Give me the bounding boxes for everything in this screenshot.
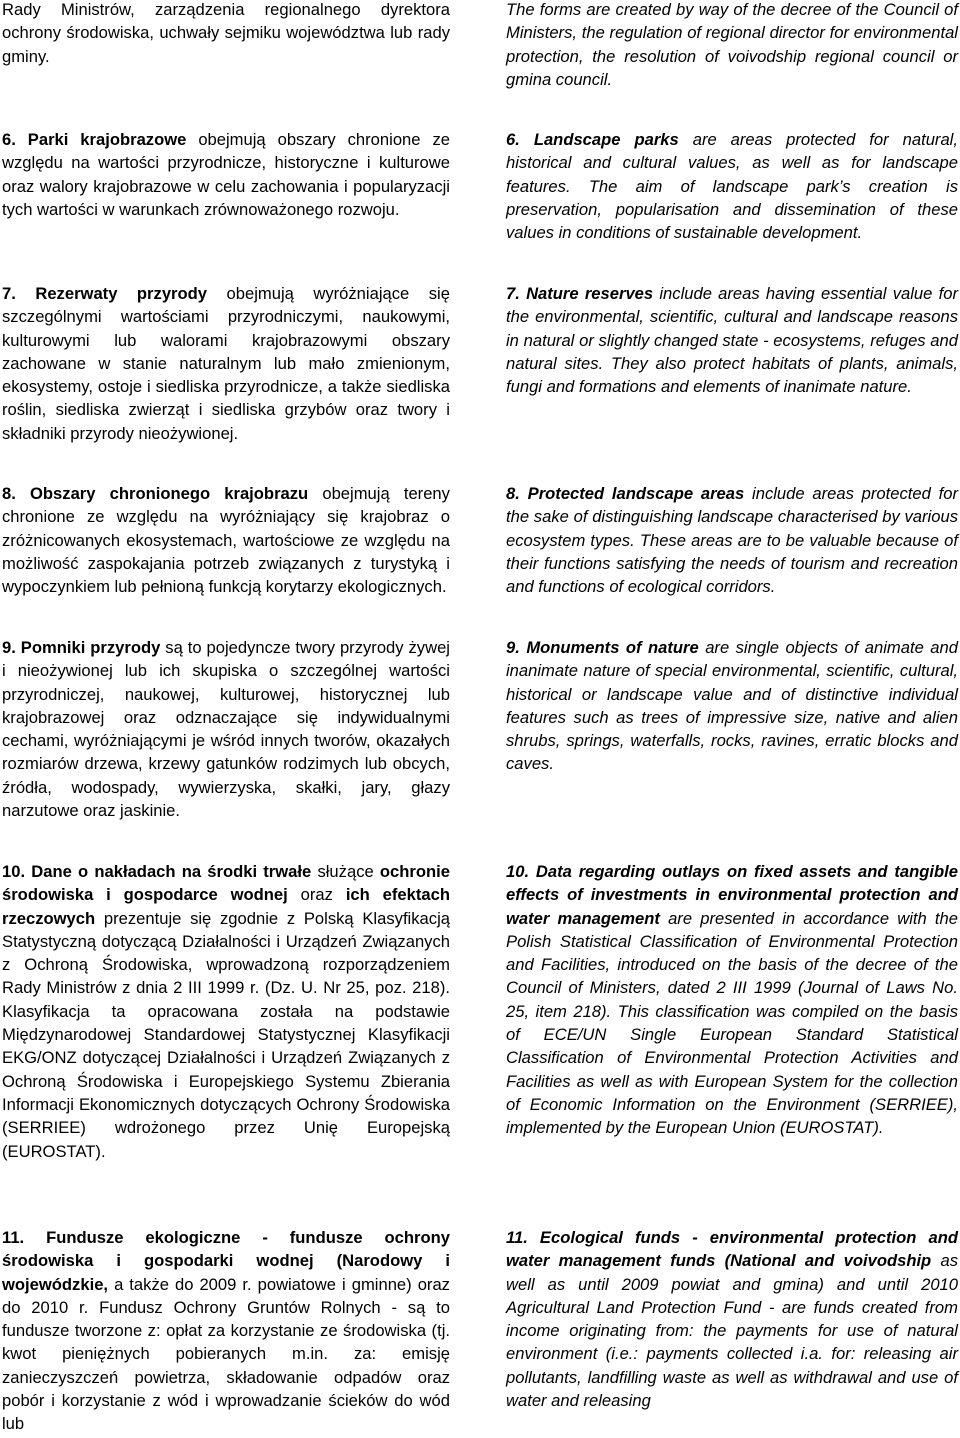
term: Fundusze ekologiczne - fundusze ochrony środowiska i gospodarki wodnej (Narodowy i wojewódzkie,: [2, 1228, 450, 1294]
definition: are presented in accordance with the Polish Statistical Classification of Environmental Protection and Facilities, introduced on the basis of the decree of the Council of Ministers, dated 2 III 1999 (Journal of Laws No. 25, item 218). This classification was compiled on the basis of ECE/UN Single European Standard Statistical Classification of Environmental Protection Activities and Facilities as well as with European System for the collection of Economic Information on the Environment (SERRIEE), implemented by the European Union (EUROSTAT).: [506, 908, 958, 1138]
item-number: 9.: [506, 638, 520, 657]
item-11-pl: [2, 1226, 450, 1436]
term: Ecological funds - environmental protection and water management funds (National and voivodship: [506, 1228, 958, 1271]
definition: oraz: [300, 885, 333, 905]
item-8-en: [506, 482, 958, 598]
item-6-pl: [2, 128, 450, 221]
item-number: 8.: [2, 484, 16, 503]
term: Landscape parks: [533, 130, 679, 149]
definition: include areas having essential value for the environmental, scientific, cultural and landscape reasons in natural or slightly changed state - ecosystems, refuges and natural sites. They also protect habitats of plants, animals, fungi and formations and elements of inanimate nature.: [506, 284, 958, 397]
item-number: 6.: [2, 130, 16, 149]
item-7-pl: [2, 282, 450, 445]
intro-paragraph-en: [506, 0, 958, 91]
term: ochronie środowiska i gospodarce wodnej: [2, 862, 450, 905]
item-number: 10.: [506, 862, 530, 881]
item-8-pl: [2, 482, 450, 598]
intro-text: The forms are created by way of the decree of the Council of Ministers, the regulation of regional director for environmental protection, the resolution of voivodship regional council or gmina council.: [506, 0, 958, 89]
item-6-en: [506, 128, 958, 244]
intro-text: Rady Ministrów, zarządzenia regionalnego dyrektora ochrony środowiska, uchwały sejmiku województwa lub rady gminy.: [2, 0, 450, 66]
item-number: 11.: [506, 1228, 528, 1247]
item-number: 8.: [506, 484, 520, 503]
term: Obszary chronionego krajobrazu: [30, 484, 309, 503]
definition: są to pojedyncze twory przyrody żywej i nieożywionej lub ich skupiska o szczególnej wartości przyrodniczej, naukowej, kulturowej, historycznej lub krajobrazowej oraz odznaczające się indywidualnymi cechami, wyróżniającymi je wśród innych tworów, okazałych rozmiarów drzewa, krzewy gatunków rodzimych lub obcych, źródła, wodospady, wywierzyska, skałki, jary, głazy narzutowe oraz jaskinie.: [2, 638, 450, 821]
item-number: 10.: [2, 862, 26, 881]
item-number: 9.: [2, 638, 16, 657]
item-10-pl: [2, 860, 450, 1163]
definition: are areas protected for natural, historical and cultural values, as well as for landscape features. The aim of landscape park’s creation is preservation, popularisation and dissemination of these values in conditions of sustainable development.: [506, 130, 958, 243]
item-number: 6.: [506, 130, 520, 149]
intro-paragraph-pl: [2, 0, 450, 68]
term: Parki krajobrazowe: [27, 130, 187, 149]
definition: are single objects of animate and inanimate nature of special environmental, scientific, cultural, historical or landscape value and of distinctive individual features such as trees of impressive size, native and alien shrubs, springs, waterfalls, rocks, ravines, erratic blocks and caves.: [506, 638, 958, 774]
item-11-en: [506, 1226, 958, 1412]
definition: as well as until 2009 powiat and gmina) and until 2010 Agricultural Land Protection Fund - are funds created from income originating from: the payments for use of natural environment (i.e.: payments collected i.a. for: releasing air pollutants, landfilling waste as well as withdrawal and use of water and releasing: [506, 1251, 958, 1411]
item-number: 7.: [506, 284, 520, 303]
definition: a także do 2009 r. powiatowe i gminne) oraz do 2010 r. Fundusz Ochrony Gruntów Rolnych - są to fundusze tworzone z: opłat za korzystanie ze środowiska (tj. kwot pieniężnych pobieranych m.in. za: emisję zanieczyszczeń powietrza, składowanie odpadów oraz pobór i korzystanie z wód i wprowadzanie ścieków do wód lub: [2, 1274, 450, 1434]
term: ich efektach rzeczowych: [2, 885, 450, 928]
definition: obejmują obszary chronione ze względu na wartości przyrodnicze, historyczne i kulturowe oraz walory krajobrazowe w celu zachowania i popularyzacji tych wartości w warunkach zrównoważonego rozwoju.: [2, 130, 450, 219]
item-10-en: [506, 860, 958, 1140]
term: Protected landscape areas: [527, 484, 745, 503]
term: Data regarding outlays on fixed assets and tangible effects of investments in environmental protection and water management: [506, 862, 958, 928]
item-9-en: [506, 636, 958, 776]
definition: include areas protected for the sake of distinguishing landscape characterised by various ecosystem types. These areas are to be valuable because of their functions satisfying the needs of tourism and recreation and functions of ecological corridors.: [506, 484, 958, 597]
definition: obejmują wyróżniające się szczególnymi wartościami przyrodniczymi, naukowymi, kulturowymi lub walorami krajobrazowymi obszary zachowane w stanie naturalnym lub mało zmienionym, ekosystemy, ostoje i siedliska przyrodnicze, a także siedliska roślin, siedliska zwierząt i siedliska grzybów oraz twory i składniki przyrody nieożywionej.: [2, 284, 450, 443]
item-7-en: [506, 282, 958, 398]
definition: prezentuje się zgodnie z Polską Klasyfikacją Statystyczną dotyczącą Działalności i Urządzeń Związanych z Ochroną Środowiska, wprowadzoną rozporządzeniem Rady Ministrów z dnia 2 III 1999 r. (Dz. U. Nr 25, poz. 218). Klasyfikacja ta opracowana została na podstawie Międzynarodowej Standardowej Statystycznej Klasyfikacji EKG/ONZ dotyczącej Działalności i Urządzeń Związanych z Ochroną Środowiska i Europejskiego Systemu Zbierania Informacji Ekonomicznych dotyczących Ochrony Środowiska (SERRIEE) wdrożonego przez Unię Europejską (EUROSTAT).: [2, 908, 450, 1161]
term: Nature reserves: [526, 284, 654, 303]
item-number: 7.: [2, 284, 16, 303]
term: Monuments of nature: [526, 638, 699, 657]
definition: obejmują tereny chronione ze względu na wyróżniający się krajobraz o zróżnicowanych ekosystemach, wartościowe ze względu na możliwość zaspokajania potrzeb związanych z turystyką i wypoczynkiem lub pełnioną funkcją korytarzy ekologicznych.: [2, 484, 450, 597]
definition: służące: [317, 862, 374, 881]
term: Rezerwaty przyrody: [35, 284, 208, 303]
term: Pomniki przyrody: [20, 638, 161, 657]
term: Dane o nakładach na środki trwałe: [31, 862, 312, 881]
item-9-pl: [2, 636, 450, 822]
item-number: 11.: [2, 1228, 25, 1247]
